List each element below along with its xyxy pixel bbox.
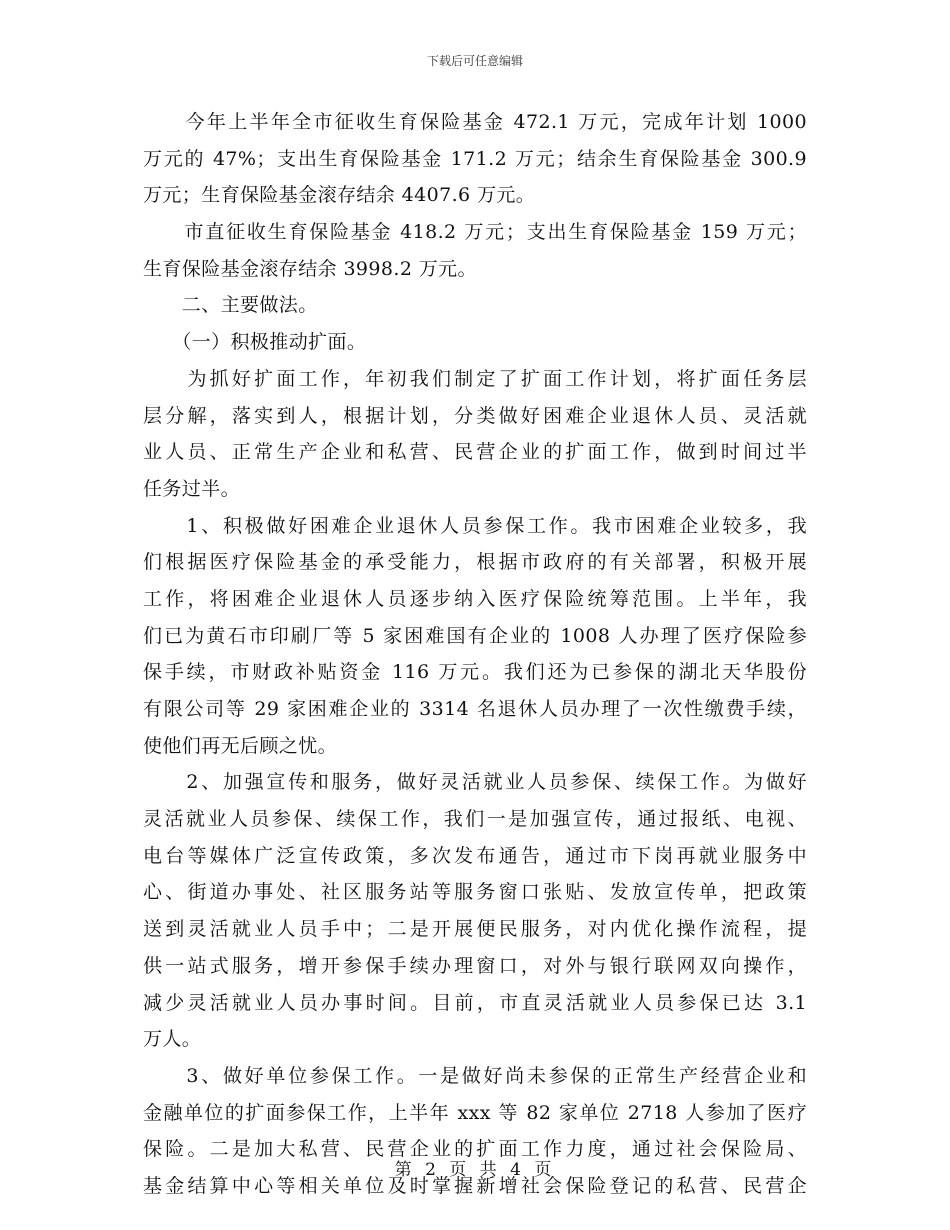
text-line: 灵活就业人员参保、续保工作，我们一是加强宣传，通过报纸、电视、 <box>143 808 807 831</box>
text-line: 3、做好单位参保工作。一是做好尚未参保的正常生产经营企业和 <box>143 1064 807 1087</box>
text-line: 万元；生育保险基金滚存结余 4407.6 万元。 <box>143 184 536 207</box>
text-line: 使他们再无后顾之忧。 <box>143 734 338 757</box>
text-line: 基金结算中心等相关单位及时掌握新增社会保险登记的私营、民营企 <box>143 1174 807 1197</box>
text-line: 任务过半。 <box>143 477 241 500</box>
text-line: 有限公司等 29 家困难企业的 3314 名退休人员办理了一次性缴费手续， <box>143 698 807 720</box>
text-line: 1、积极做好困难企业退休人员参保工作。我市困难企业较多，我 <box>143 514 807 537</box>
text-line: 市直征收生育保险基金 418.2 万元；支出生育保险基金 159 万元； <box>143 221 807 244</box>
text-line: 保手续，市财政补贴资金 116 万元。我们还为已参保的湖北天华股份 <box>143 661 807 684</box>
text-line: 层分解，落实到人，根据计划，分类做好困难企业退休人员、灵活就 <box>143 404 807 427</box>
text-line: 二、主要做法。 <box>143 294 318 317</box>
document-body <box>143 104 807 1205</box>
text-line: 减少灵活就业人员办事时间。目前，市直灵活就业人员参保已达 3.1 <box>143 991 807 1014</box>
text-line: 供一站式服务，增开参保手续办理窗口，对外与银行联网双向操作， <box>143 954 807 977</box>
text-line: 万人。 <box>143 1028 202 1051</box>
text-line: 生育保险基金滚存结余 3998.2 万元。 <box>143 257 477 280</box>
text-line: 万元的 47%；支出生育保险基金 171.2 万元；结余生育保险基金 300.9 <box>143 147 807 170</box>
text-line: 电台等媒体广泛宣传政策，多次发布通告，通过市下岗再就业服务中 <box>143 844 807 867</box>
text-line: 们已为黄石市印刷厂等 5 家困难国有企业的 1008 人办理了医疗保险参 <box>143 624 807 647</box>
text-line: 2、加强宣传和服务，做好灵活就业人员参保、续保工作。为做好 <box>143 771 807 794</box>
text-line: （一）积极推动扩面。 <box>143 331 367 354</box>
text-line: 保险。二是加大私营、民营企业的扩面工作力度，通过社会保险局、 <box>143 1138 807 1161</box>
text-line: 送到灵活就业人员手中；二是开展便民服务，对内优化操作流程，提 <box>143 918 807 941</box>
text-line: 今年上半年全市征收生育保险基金 472.1 万元，完成年计划 1000 <box>143 111 807 133</box>
text-line: 们根据医疗保险基金的承受能力，根据市政府的有关部署，积极开展 <box>143 551 807 574</box>
text-line: 心、街道办事处、社区服务站等服务窗口张贴、发放宣传单，把政策 <box>143 881 807 904</box>
page-header: 下载后可任意编辑 <box>426 54 523 68</box>
text-line: 业人员、正常生产企业和私营、民营企业的扩面工作，做到时间过半 <box>143 441 807 464</box>
text-line: 为抓好扩面工作，年初我们制定了扩面工作计划，将扩面任务层 <box>143 367 807 390</box>
text-line: 金融单位的扩面参保工作，上半年 xxx 等 82 家单位 2718 人参加了医疗 <box>143 1101 807 1124</box>
page-footer: 第 2 页 共 4 页 <box>394 1160 556 1180</box>
text-line: 工作，将困难企业退休人员逐步纳入医疗保险统筹范围。上半年，我 <box>143 587 807 610</box>
